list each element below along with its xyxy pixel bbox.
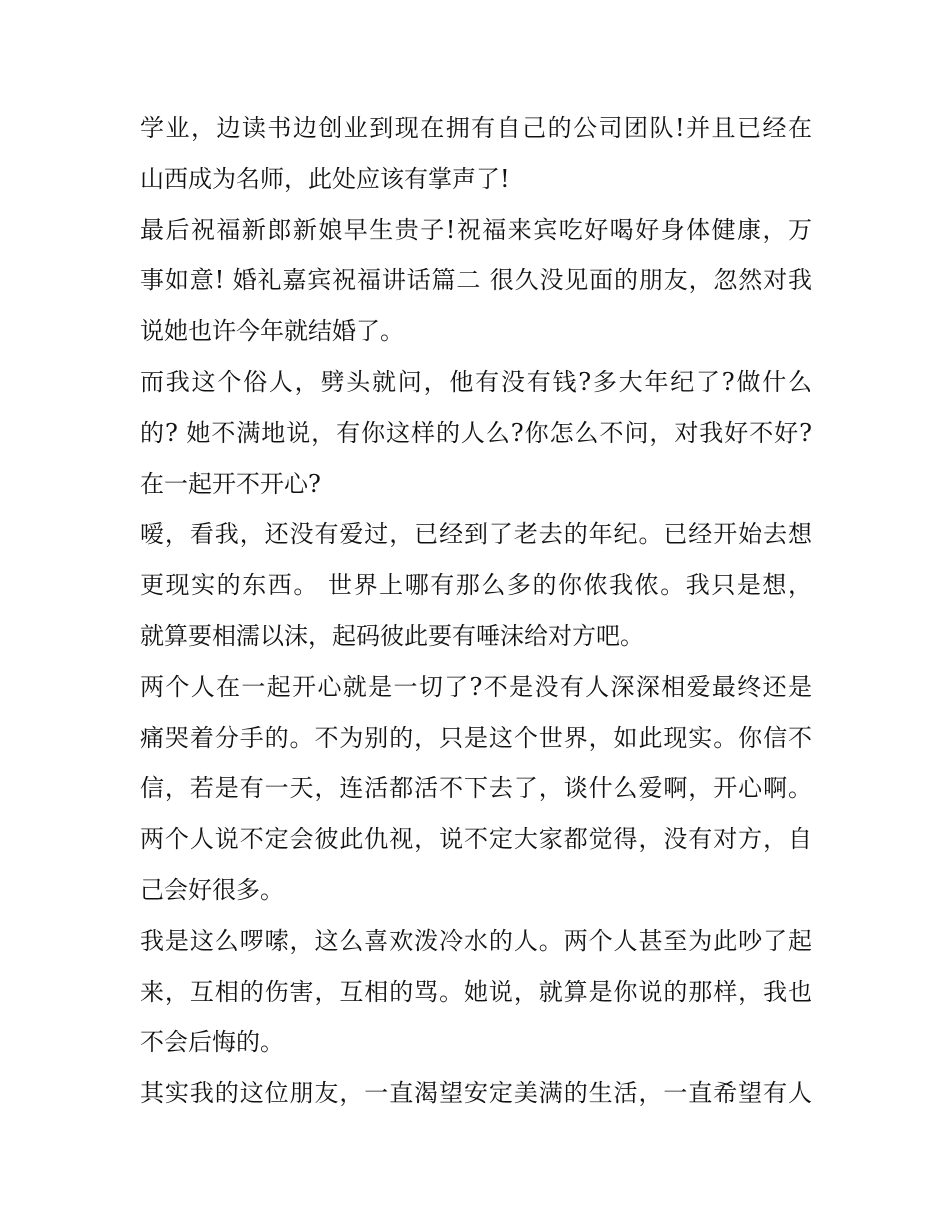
text-line: 两个人在一起开心就是一切了?不是没有人深深相爱最终还是 (140, 672, 812, 701)
text-line: 不会后悔的。 (140, 1028, 284, 1057)
text-line: 其实我的这位朋友，一直渴望安定美满的生活，一直希望有人 (140, 1079, 812, 1108)
text-line: 说她也许今年就结婚了。 (140, 317, 404, 346)
text-line: 嗳，看我，还没有爱过，已经到了老去的年纪。已经开始去想 (140, 520, 812, 549)
text-line: 己会好很多。 (140, 875, 284, 904)
text-line: 更现实的东西。 世界上哪有那么多的你侬我侬。我只是想， (140, 571, 812, 600)
text-line: 最后祝福新郎新娘早生贵子!祝福来宾吃好喝好身体健康，万 (140, 215, 812, 244)
text-line: 而我这个俗人，劈头就问，他有没有钱?多大年纪了?做什么 (140, 367, 812, 396)
text-line: 在一起开不开心? (140, 469, 321, 498)
text-line: 两个人说不定会彼此仇视，说不定大家都觉得，没有对方，自 (140, 825, 812, 854)
text-line: 信，若是有一天，连活都活不下去了，谈什么爱啊，开心啊。 (140, 774, 812, 803)
text-line: 的? 她不满地说，有你这样的人么?你怎么不问，对我好不好? (140, 418, 812, 447)
document-body (140, 103, 812, 1119)
text-line: 痛哭着分手的。不为别的，只是这个世界，如此现实。你信不 (140, 723, 812, 752)
text-line: 就算要相濡以沫，起码彼此要有唾沫给对方吧。 (140, 621, 644, 650)
text-line: 山西成为名师，此处应该有掌声了! (140, 164, 510, 193)
text-line: 我是这么啰嗦，这么喜欢泼冷水的人。两个人甚至为此吵了起 (140, 926, 812, 955)
text-line: 来，互相的伤害，互相的骂。她说，就算是你说的那样，我也 (140, 977, 812, 1006)
text-line: 事如意! 婚礼嘉宾祝福讲话篇二 很久没见面的朋友，忽然对我 (140, 266, 812, 295)
text-line: 学业，边读书边创业到现在拥有自己的公司团队!并且已经在 (140, 114, 812, 142)
